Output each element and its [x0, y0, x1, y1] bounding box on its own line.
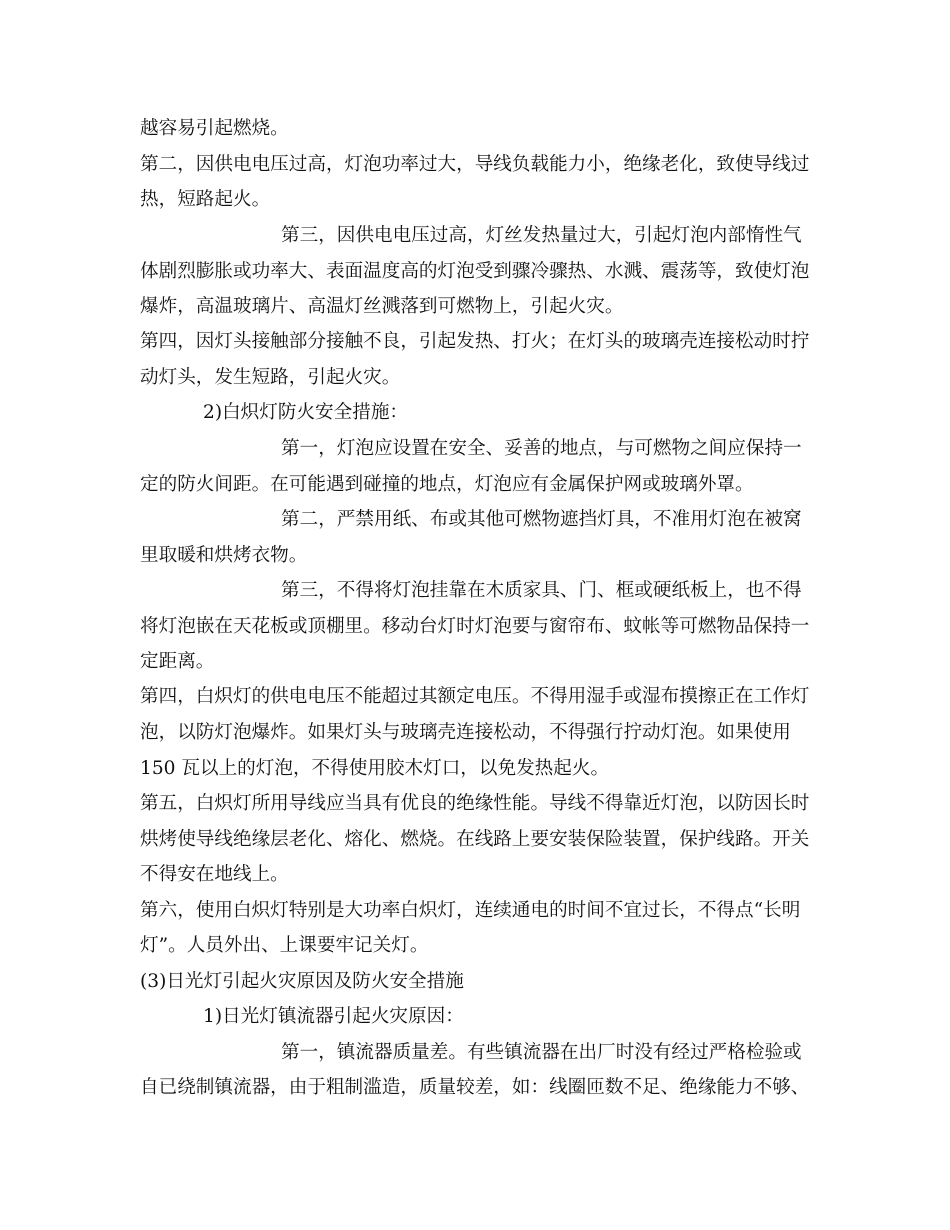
text-line: (3)日光灯引起火灾原因及防火安全措施: [140, 971, 464, 992]
text-line: 第四，因灯头接触部分接触不良，引起发热、打火；在灯头的玻璃壳连接松动时拧: [140, 331, 810, 352]
text-line: 体剧烈膨胀或功率大、表面温度高的灯泡受到骤冷骤热、水溅、震荡等，致使灯泡: [140, 261, 810, 282]
text-line: 爆炸，高温玻璃片、高温灯丝溅落到可燃物上，引起火灾。: [140, 296, 624, 317]
text-line: 泡，以防灯泡爆炸。如果灯头与玻璃壳连接松动，不得强行拧动灯泡。如果使用: [140, 722, 791, 743]
text-line: 里取暖和烘烤衣物。: [140, 545, 308, 566]
text-line: 第一，镇流器质量差。有些镇流器在出厂时没有经过严格检验或: [281, 1042, 802, 1063]
text-line: 动灯头，发生短路，引起火灾。: [140, 367, 401, 388]
text-line: 第三，因供电电压过高，灯丝发热量过大，引起灯泡内部惰性气: [281, 225, 802, 246]
text-line: 第六，使用白炽灯特别是大功率白炽灯，连续通电的时间不宜过长，不得点“长明: [140, 900, 801, 921]
text-line: 第三，不得将灯泡挂靠在木质家具、门、框或硬纸板上，也不得: [281, 580, 802, 601]
text-line: 烘烤使导线绝缘层老化、熔化、燃烧。在线路上要安装保险装置，保护线路。开关: [140, 829, 810, 850]
text-line: 不得安在地线上。: [140, 864, 289, 885]
text-line: 灯”。人员外出、上课要牢记关灯。: [140, 935, 429, 956]
text-line: 第一，灯泡应设置在安全、妥善的地点，与可燃物之间应保持一: [281, 438, 802, 459]
text-line: 越容易引起燃烧。: [140, 118, 289, 139]
text-line: 第二，因供电电压过高，灯泡功率过大，导线负载能力小，绝缘老化，致使导线过: [140, 154, 810, 175]
text-line: 定距离。: [140, 651, 215, 672]
text-line: 2)白炽灯防火安全措施：: [203, 402, 409, 423]
text-line: 第五，白炽灯所用导线应当具有优良的绝缘性能。导线不得靠近灯泡，以防因长时: [140, 793, 810, 814]
text-line: 定的防火间距。在可能遇到碰撞的地点，灯泡应有金属保护网或玻璃外罩。: [140, 474, 754, 495]
text-line: 自已绕制镇流器，由于粗制滥造，质量较差，如：线圈匝数不足、绝缘能力不够、: [140, 1077, 810, 1098]
text-line: 1)日光灯镇流器引起火灾原因：: [203, 1006, 464, 1027]
text-line: 第二，严禁用纸、布或其他可燃物遮挡灯具，不准用灯泡在被窝: [281, 509, 802, 530]
text-line: 热，短路起火。: [140, 189, 271, 210]
text-line: 150 瓦以上的灯泡，不得使用胶木灯口，以免发热起火。: [140, 758, 610, 779]
text-line: 将灯泡嵌在天花板或顶棚里。移动台灯时灯泡要与窗帘布、蚊帐等可燃物品保持一: [140, 616, 810, 637]
text-line: 第四，白炽灯的供电电压不能超过其额定电压。不得用湿手或湿布摸擦正在工作灯: [140, 686, 810, 707]
